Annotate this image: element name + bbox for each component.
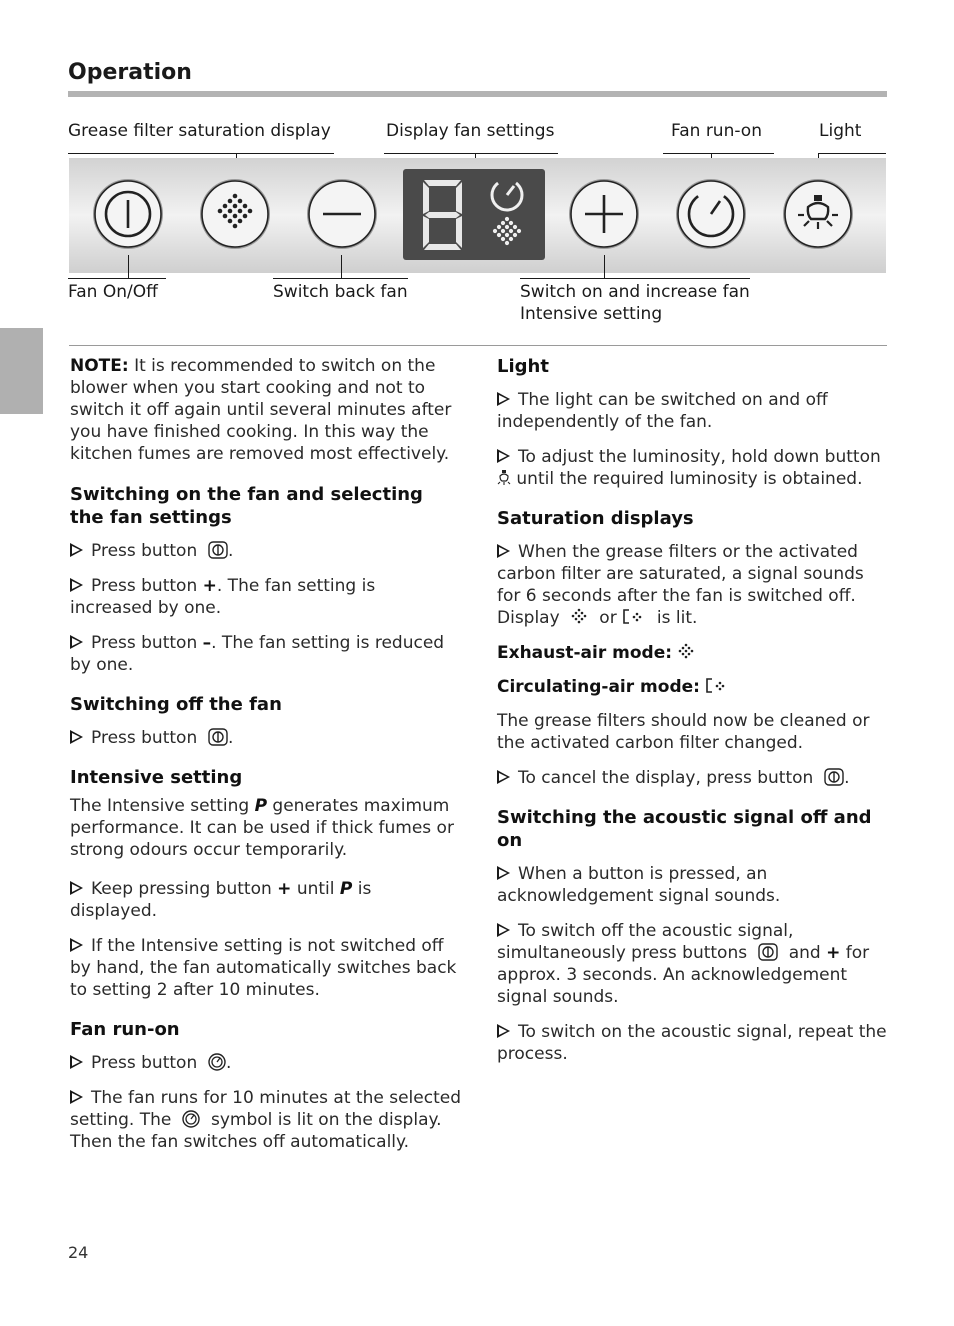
bullet-triangle-icon <box>497 866 510 880</box>
leader-line <box>341 255 342 278</box>
label-underline <box>273 278 408 279</box>
text: The Intensive setting <box>70 796 255 816</box>
step <box>70 575 462 619</box>
grease-filter-button[interactable] <box>198 177 272 251</box>
step <box>70 1087 462 1153</box>
label-fan-run-on: Fan run-on <box>671 121 762 141</box>
side-tab <box>0 328 43 414</box>
saturation-paragraph: The grease filters should now be cleaned or the activated carbon filter changed. <box>497 711 870 753</box>
step <box>497 1021 889 1065</box>
light-button[interactable] <box>781 177 855 251</box>
right-column <box>497 355 889 1065</box>
step <box>70 935 462 1001</box>
grease-filter-symbol-icon <box>677 643 695 661</box>
step-text: Press button <box>91 633 203 653</box>
heading-saturation: Saturation displays <box>497 508 694 529</box>
run-on-indicator-icon <box>492 180 522 210</box>
intensive-paragraph <box>70 795 462 861</box>
step-text: Press button <box>91 576 203 596</box>
leader-line <box>128 255 129 278</box>
intensive-p-symbol: P <box>339 879 353 899</box>
on-off-button[interactable] <box>91 177 165 251</box>
heading-intensive: Intensive setting <box>70 767 243 788</box>
on-off-symbol-icon <box>208 728 228 746</box>
bullet-triangle-icon <box>70 543 83 557</box>
heading-switching-on: Switching on the fan and selecting the fan settings <box>70 484 423 528</box>
note-text: It is recommended to switch on the blower when you start cooking and not to switch it off again until several minutes after you have finished cooking. In this way the kitchen fumes are removed most effectively. <box>70 356 452 464</box>
step <box>497 920 889 1008</box>
light-symbol-icon <box>497 469 511 487</box>
label-underline <box>663 153 774 154</box>
label-underline <box>68 278 166 279</box>
step-text: To switch off the acoustic signal, simultaneously press buttons <box>497 921 794 963</box>
run-on-symbol-icon <box>208 1053 226 1071</box>
run-on-symbol-icon <box>182 1110 200 1128</box>
minus-button[interactable] <box>305 177 379 251</box>
bullet-triangle-icon <box>497 392 510 406</box>
bullet-triangle-icon <box>497 449 510 463</box>
label-intensive: Intensive setting <box>520 304 663 324</box>
circulating-mode <box>497 676 889 698</box>
bullet-triangle-icon <box>70 730 83 744</box>
step-text: If the Intensive setting is not switched off by hand, the fan automatically switches back to setting 2 after 10 minutes. <box>70 936 457 1000</box>
step-text: symbol is lit on the display. Then the fan switches off automatically. <box>70 1110 442 1152</box>
heading-switching-off: Switching off the fan <box>70 694 282 715</box>
section-divider <box>69 345 887 346</box>
step-text: When a button is pressed, an acknowledgement signal sounds. <box>497 864 781 906</box>
circulating-label: Circulating-air mode: <box>497 677 700 697</box>
note-label: NOTE: <box>70 356 129 376</box>
left-column <box>70 355 462 1153</box>
heading-acoustic: Switching the acoustic signal off and on <box>497 807 872 851</box>
bullet-triangle-icon <box>70 1055 83 1069</box>
step-text: until the required luminosity is obtained. <box>516 469 863 489</box>
step-text: is displayed. <box>70 879 372 921</box>
filter-indicator-icon <box>493 217 521 245</box>
title-rule <box>68 91 887 97</box>
carbon-filter-symbol-icon <box>705 677 729 695</box>
step: Press button . <box>70 540 462 562</box>
label-switch-on: Switch on and increase fan <box>520 282 750 302</box>
page-title: Operation <box>68 60 192 85</box>
text: generates maximum performance. It can be used if thick fumes or strong odours occur temporarily. <box>70 796 454 860</box>
page-number: 24 <box>68 1243 89 1262</box>
step-text: until <box>291 879 340 899</box>
step <box>70 632 462 676</box>
exhaust-mode <box>497 642 889 664</box>
seven-segment-display <box>403 169 545 260</box>
label-underline <box>520 278 750 279</box>
label-light: Light <box>819 121 862 141</box>
plus-button[interactable] <box>567 177 641 251</box>
note-paragraph <box>70 355 462 465</box>
heading-light: Light <box>497 356 549 377</box>
bullet-triangle-icon <box>497 544 510 558</box>
on-off-symbol-icon <box>758 943 778 961</box>
grease-filter-symbol-icon <box>570 608 588 626</box>
bullet-triangle-icon <box>70 635 83 649</box>
bullet-triangle-icon <box>497 770 510 784</box>
bullet-triangle-icon <box>70 1090 83 1104</box>
exhaust-label: Exhaust-air mode: <box>497 643 673 663</box>
step-text: To adjust the luminosity, hold down button <box>518 447 881 467</box>
step-text: When the grease filters or the activated carbon filter are saturated, a signal sounds for 6 seconds after the fan is switched off. Display <box>497 542 864 628</box>
bullet-triangle-icon <box>70 578 83 592</box>
step <box>497 541 889 629</box>
step: Press button . <box>70 1052 462 1074</box>
bullet-triangle-icon <box>497 923 510 937</box>
heading-run-on: Fan run-on <box>70 1019 180 1040</box>
step <box>497 389 889 433</box>
step-text: Press button <box>91 541 198 561</box>
step-text: Press button <box>91 728 198 748</box>
step-text: The light can be switched on and off independently of the fan. <box>497 390 828 432</box>
minus-symbol: – <box>202 633 212 653</box>
bullet-triangle-icon <box>70 938 83 952</box>
step-text: To cancel the display, press button <box>518 768 814 788</box>
label-switch-back: Switch back fan <box>273 282 408 302</box>
plus-symbol: + <box>202 576 217 596</box>
label-fan-on-off: Fan On/Off <box>68 282 158 302</box>
fan-setting-display <box>403 169 545 260</box>
step-text: The fan runs for 10 minutes at the selected setting. The <box>70 1088 461 1130</box>
label-underline <box>384 153 558 154</box>
bullet-triangle-icon <box>70 881 83 895</box>
control-panel <box>69 158 886 273</box>
plus-symbol: + <box>826 943 841 963</box>
step <box>497 863 889 907</box>
carbon-filter-symbol-icon <box>622 608 646 626</box>
step-text: To switch on the acoustic signal, repeat the process. <box>497 1022 887 1064</box>
step <box>497 446 889 490</box>
plus-symbol: + <box>277 879 292 899</box>
label-display-fan: Display fan settings <box>386 121 555 141</box>
step <box>70 878 462 922</box>
step-text: Press button <box>91 1053 198 1073</box>
on-off-symbol-icon <box>208 541 228 559</box>
on-off-symbol-icon <box>824 768 844 786</box>
step-text: for approx. 3 seconds. An acknowledgement signal sounds. <box>497 943 870 1007</box>
fan-run-on-button[interactable] <box>674 177 748 251</box>
step-text: Keep pressing button <box>91 879 278 899</box>
step: To cancel the display, press button . <box>497 767 889 789</box>
label-grease-filter: Grease filter saturation display <box>68 121 331 141</box>
step-text: and <box>788 943 821 963</box>
step-text: is lit. <box>656 608 698 628</box>
step-text: . The fan setting is increased by one. <box>70 576 376 618</box>
step-text: . The fan setting is reduced by one. <box>70 633 445 675</box>
intensive-p-symbol: P <box>254 796 268 816</box>
step-text: or <box>599 608 617 628</box>
leader-line <box>604 255 605 278</box>
bullet-triangle-icon <box>497 1024 510 1038</box>
step: Press button . <box>70 727 462 749</box>
label-underline <box>818 153 886 154</box>
label-underline <box>68 153 334 154</box>
